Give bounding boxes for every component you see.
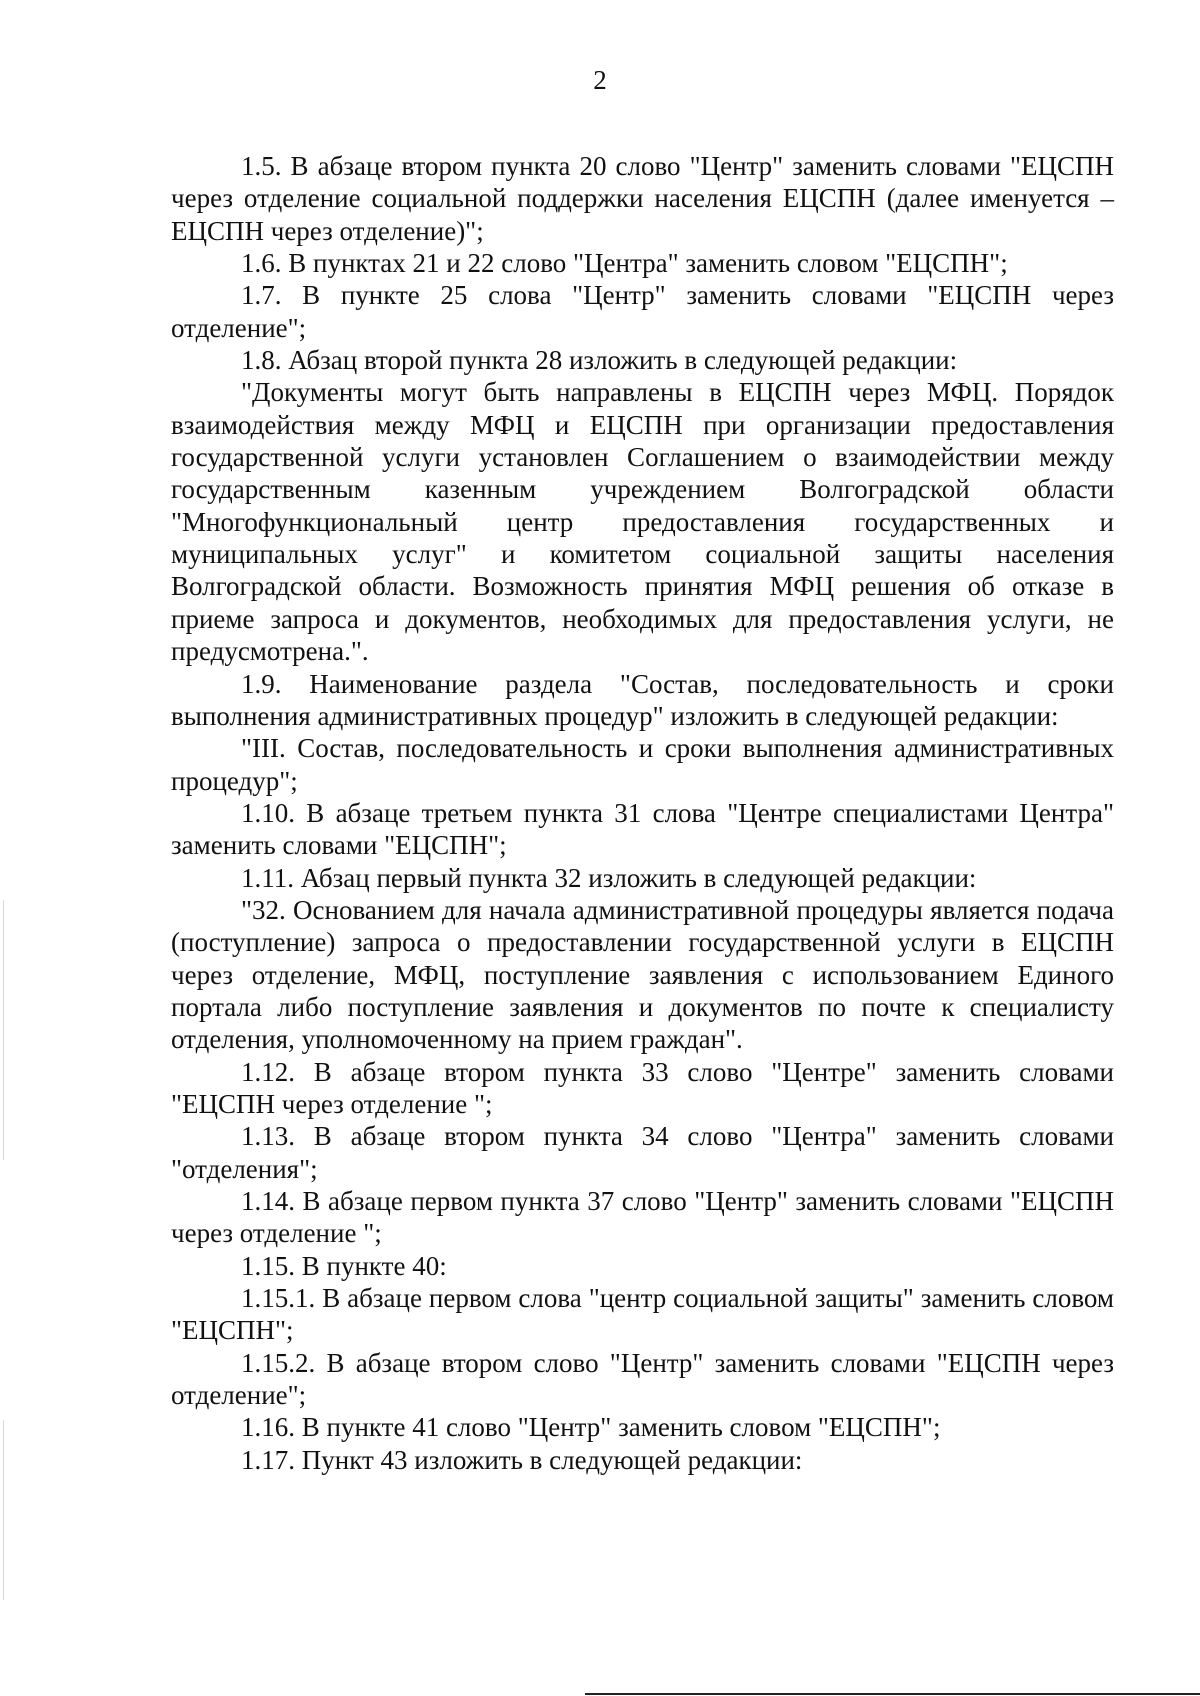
quoted-paragraph-32: "32. Основанием для начала административной процедуры является подача (поступление) запроса о предоставлении государственной услуги в ЕЦСПН через отделение, МФЦ, поступление заявления с использованием Единого портала либо поступление заявления и документов по почте к специалисту отделения, уполномоченному на прием граждан". (171, 894, 1114, 1055)
paragraph-1-8: 1.8. Абзац второй пункта 28 изложить в следующей редакции: (241, 345, 958, 376)
footer-rule (585, 1693, 1200, 1695)
paragraph-1-12: 1.12. В абзаце втором пункта 33 слово "Центре" заменить словами "ЕЦСПН через отделение "; (171, 1056, 1114, 1119)
paragraph-1-10: 1.10. В абзаце третьем пункта 31 слова "Центре специалистами Центра" заменить словами "ЕЦСПН"; (171, 797, 1114, 861)
quoted-paragraph-28: "Документы могут быть направлены в ЕЦСПН через МФЦ. Порядок взаимодействия между МФЦ и ЕЦСПН при организации предоставления государственной услуги установлен Соглашением о взаимодействии между государственным казенным учреждением Волгоградской области "Многофункциональный центр предоставления государственных и муниципальных услуг" и комитетом социальной защиты населения Волгоградской области. Возможность принятия МФЦ решения об отказе в приеме запроса и документов, необходимых для предоставления услуги, не предусмотрена.". (171, 377, 1114, 667)
paragraph-1-16: 1.16. В пункте 41 слово "Центр" заменить словом "ЕЦСПН"; (241, 1412, 941, 1443)
paragraph-1-6: 1.6. В пунктах 21 и 22 слово "Центра" заменить словом "ЕЦСПН"; (241, 248, 1008, 279)
paragraph-1-9: 1.9. Наименование раздела "Состав, последовательность и сроки выполнения административных процедур" изложить в следующей редакции: (171, 668, 1114, 731)
paragraph-1-17: 1.17. Пункт 43 изложить в следующей редакции: (241, 1444, 803, 1475)
paragraph-1-14: 1.14. В абзаце первом пункта 37 слово "Центр" заменить словами "ЕЦСПН через отделение "; (171, 1186, 1114, 1249)
document-body (171, 150, 1114, 1476)
quoted-section-title: "III. Состав, последовательность и сроки выполнения административных процедур"; (171, 733, 1114, 796)
paragraph-1-7: 1.7. В пункте 25 слова "Центр" заменить словами "ЕЦСПН через отделение"; (171, 280, 1114, 343)
paragraph-1-5: 1.5. В абзаце втором пункта 20 слово "Центр" заменить словами "ЕЦСПН через отделение социальной поддержки населения ЕЦСПН (далее именуется – ЕЦСПН через отделение)"; (171, 151, 1114, 246)
paragraph-1-13: 1.13. В абзаце втором пункта 34 слово "Центра" заменить словами "отделения"; (171, 1121, 1114, 1184)
scan-margin-mark (3, 1420, 4, 1600)
paragraph-1-15-1: 1.15.1. В абзаце первом слова "центр социальной защиты" заменить словом "ЕЦСПН"; (171, 1283, 1114, 1346)
paragraph-1-11: 1.11. Абзац первый пункта 32 изложить в следующей редакции: (241, 862, 977, 893)
paragraph-1-15-2: 1.15.2. В абзаце втором слово "Центр" заменить словами "ЕЦСПН через отделение"; (171, 1347, 1114, 1411)
paragraph-1-15: 1.15. В пункте 40: (241, 1250, 447, 1281)
page-number: 2 (593, 65, 607, 95)
scan-margin-mark (3, 900, 4, 1160)
